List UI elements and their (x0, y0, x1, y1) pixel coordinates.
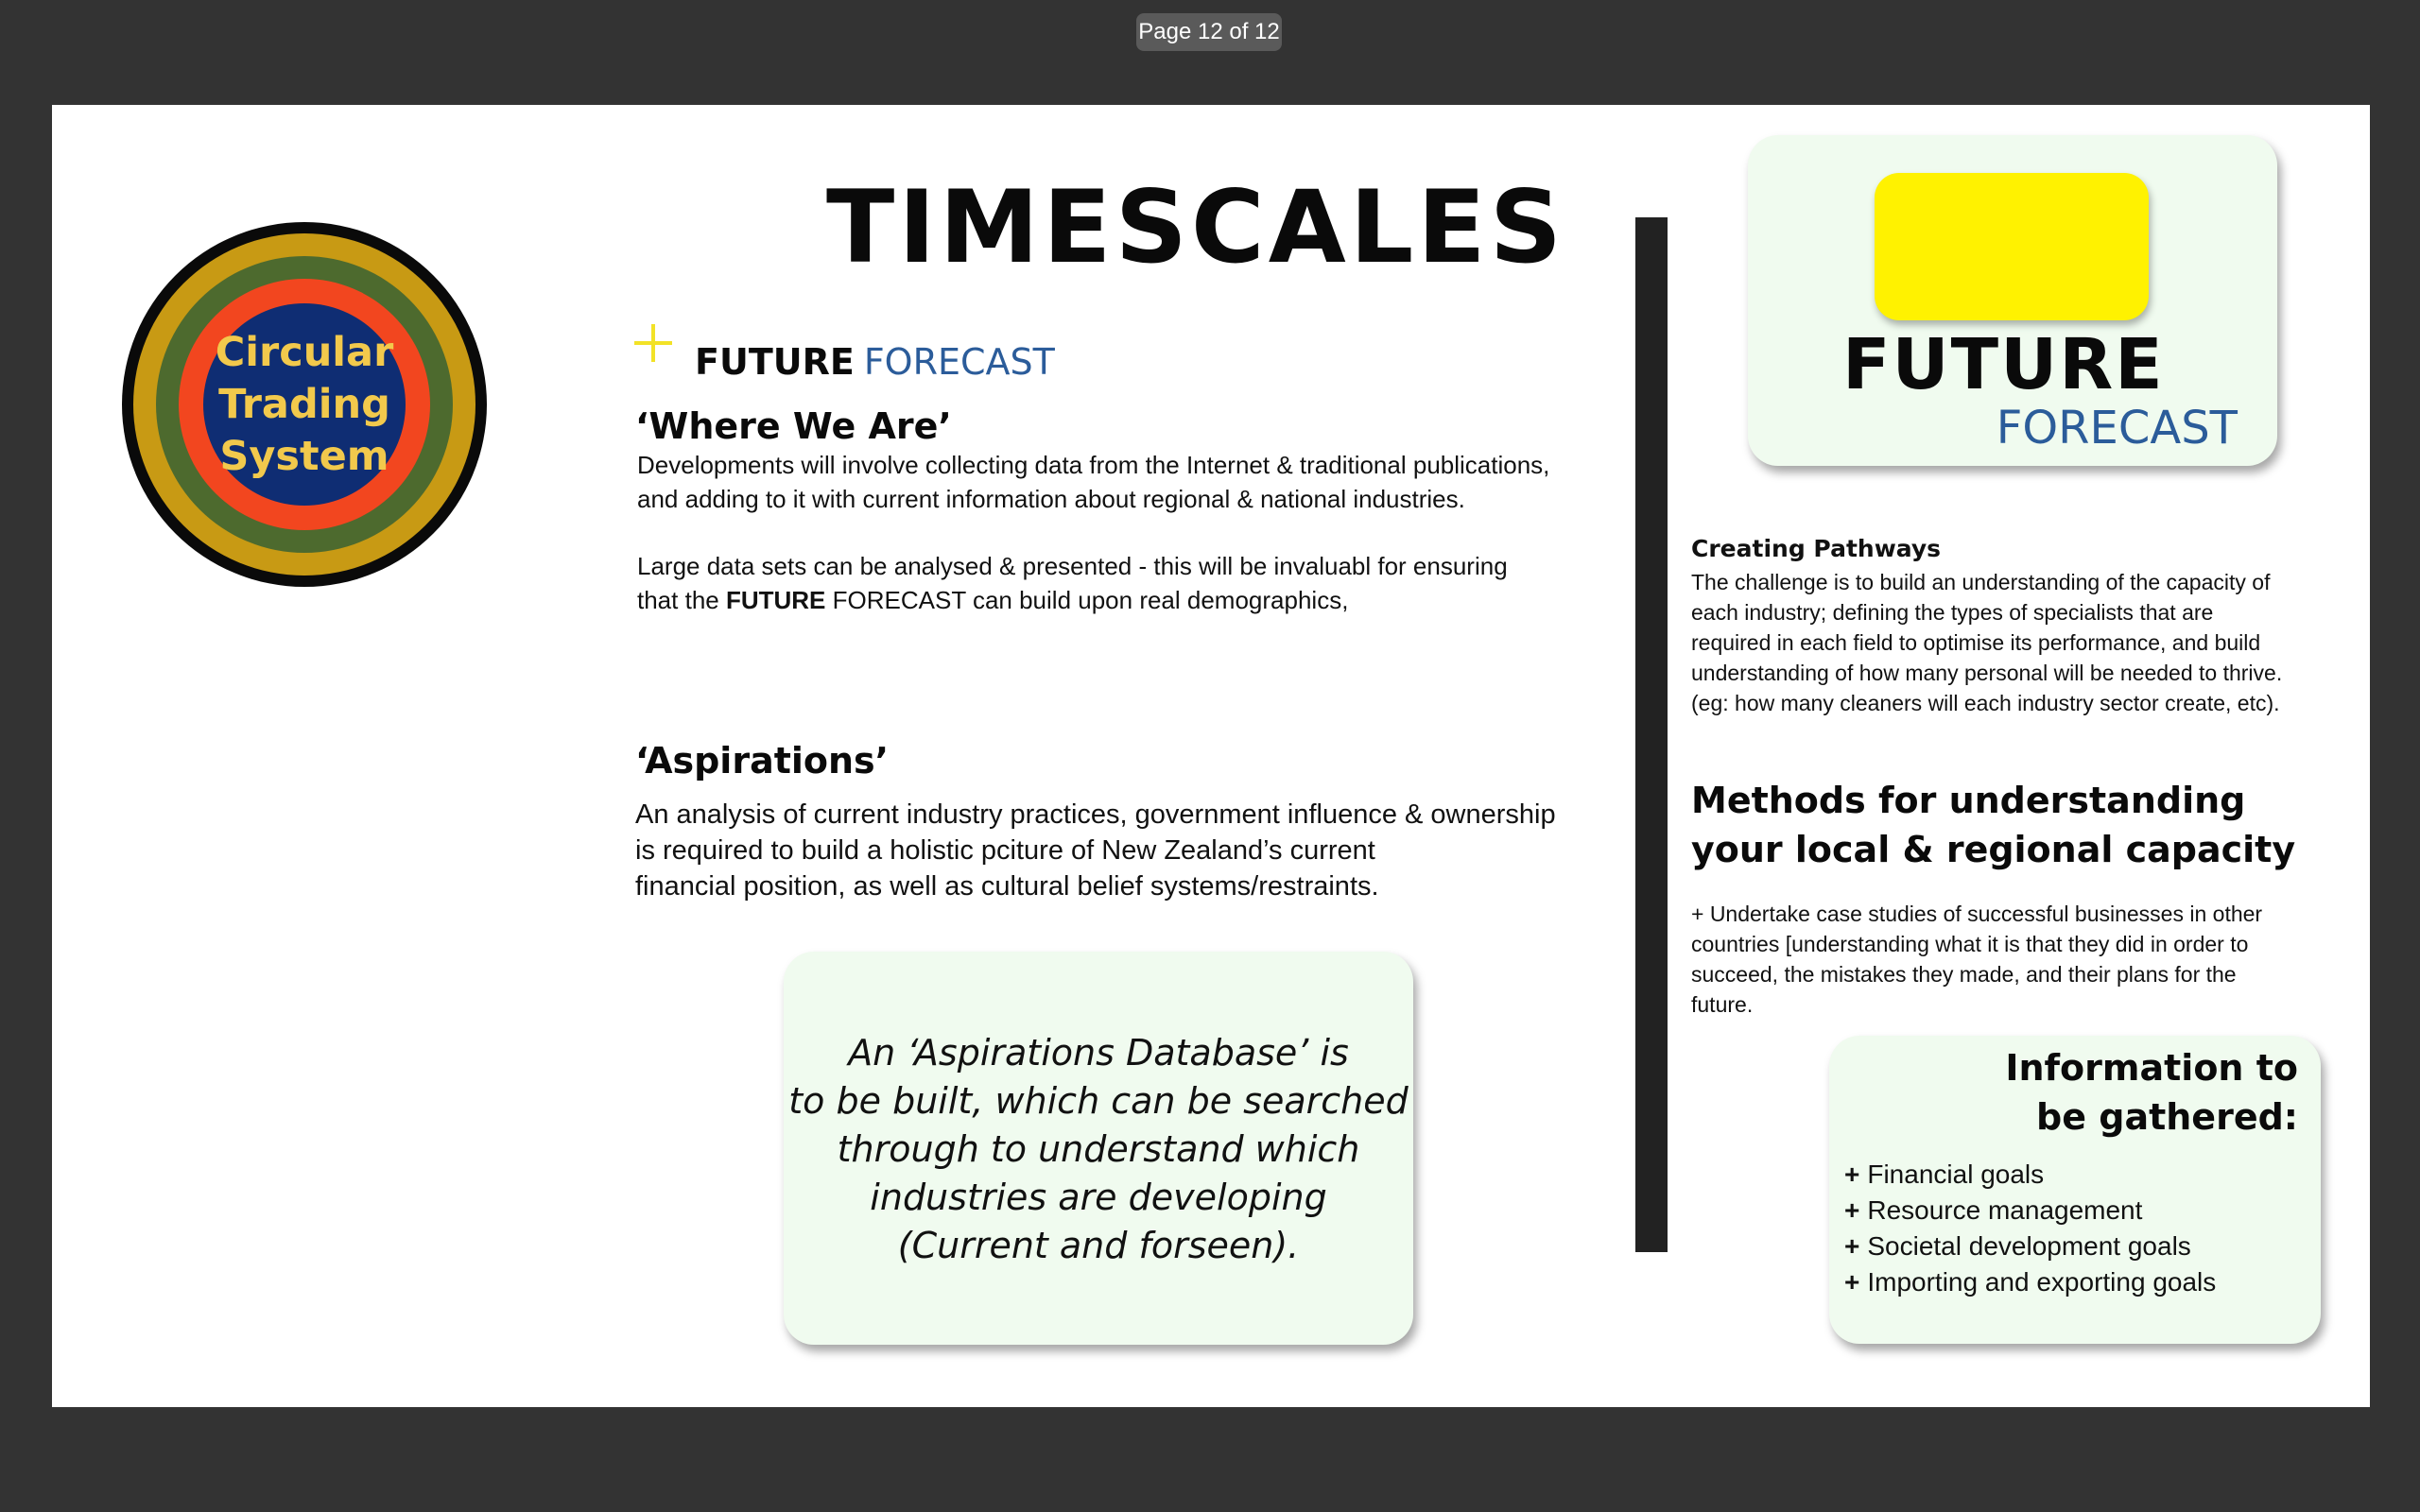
list-item (1844, 1228, 2216, 1264)
text-line: each industry; defining the types of specialists that are (1691, 600, 2214, 625)
aspirations-paragraph (635, 797, 1556, 904)
list-item-label: Societal development goals (1867, 1231, 2191, 1261)
text-span: FORECAST can build upon real demographics, (825, 586, 1349, 614)
text-line: An analysis of current industry practices, government influence & ownership (635, 799, 1556, 830)
future-word: FUTURE (695, 341, 855, 383)
creating-pathways-paragraph (1691, 567, 2282, 718)
text-line: is required to build a holistic pciture of New Zealand’s current (635, 835, 1375, 866)
aspirations-database-box (784, 952, 1413, 1345)
text-line: and adding to it with current information about regional & national industries. (637, 485, 1465, 513)
vertical-divider (1635, 217, 1668, 1252)
forecast-word: FORECAST (863, 341, 1055, 383)
methods-paragraph (1691, 899, 2262, 1020)
big-future-word: FUTURE (1842, 324, 2165, 405)
list-item-label: Resource management (1867, 1195, 2143, 1225)
text-line: required in each field to optimise its performance, and build (1691, 630, 2261, 655)
where-we-are-paragraph-1 (637, 448, 1549, 516)
logo-text: Circular Trading System (215, 328, 394, 480)
text-line: future. (1691, 992, 1754, 1017)
future-bold-word: FUTURE (725, 586, 826, 614)
plus-icon: + (1844, 1195, 1860, 1225)
aspirations-database-text: An ‘Aspirations Database’ is to be built, which can be searched through to understand which industries are developing (Current and forseen). (788, 1032, 1409, 1266)
plus-icon (634, 324, 672, 362)
text-line (637, 583, 1508, 617)
future-forecast-heading (695, 341, 1055, 383)
slide (52, 105, 2370, 1407)
text-line: (eg: how many cleaners will each industry sector create, etc). (1691, 691, 2280, 715)
page-indicator: Page 12 of 12 (1136, 13, 1282, 51)
list-item-label: Financial goals (1867, 1160, 2045, 1189)
text-line: Developments will involve collecting data from the Internet & traditional publications, (637, 451, 1550, 479)
list-item (1844, 1157, 2216, 1193)
text-line: succeed, the mistakes they made, and their plans for the (1691, 962, 2237, 987)
list-item (1844, 1264, 2216, 1300)
text-line: understanding of how many personal will be needed to thrive. (1691, 661, 2283, 685)
text-line: financial position, as well as cultural belief systems/restraints. (635, 871, 1379, 902)
circular-trading-system-logo (122, 222, 487, 587)
big-forecast-word: FORECAST (1996, 402, 2238, 455)
creating-pathways-heading: Creating Pathways (1691, 535, 1942, 562)
slide-title: TIMESCALES (825, 169, 1566, 285)
text-line: Large data sets can be analysed & presented - this will be invaluabl for ensuring (637, 552, 1508, 580)
plus-icon: + (1844, 1267, 1860, 1297)
plus-icon: + (1844, 1231, 1860, 1261)
information-list (1844, 1157, 2216, 1300)
text-span: that the (637, 586, 726, 614)
methods-heading: Methods for understanding your local & regional capacity (1691, 780, 2296, 870)
where-we-are-paragraph-2 (637, 549, 1508, 617)
plus-icon: + (1844, 1160, 1860, 1189)
future-forecast-box (1748, 135, 2277, 466)
where-we-are-heading: ‘Where We Are’ (635, 405, 952, 447)
list-item (1844, 1193, 2216, 1228)
list-item-label: Importing and exporting goals (1867, 1267, 2217, 1297)
text-line: countries [understanding what it is that they did in order to (1691, 932, 2249, 956)
information-box (1829, 1036, 2321, 1344)
aspirations-heading: ‘Aspirations’ (635, 740, 890, 782)
text-line: The challenge is to build an understanding of the capacity of (1691, 570, 2271, 594)
information-title: Information to be gathered: (2005, 1047, 2298, 1138)
text-line: + Undertake case studies of successful businesses in other (1691, 902, 2263, 926)
yellow-highlight-block (1875, 173, 2149, 320)
